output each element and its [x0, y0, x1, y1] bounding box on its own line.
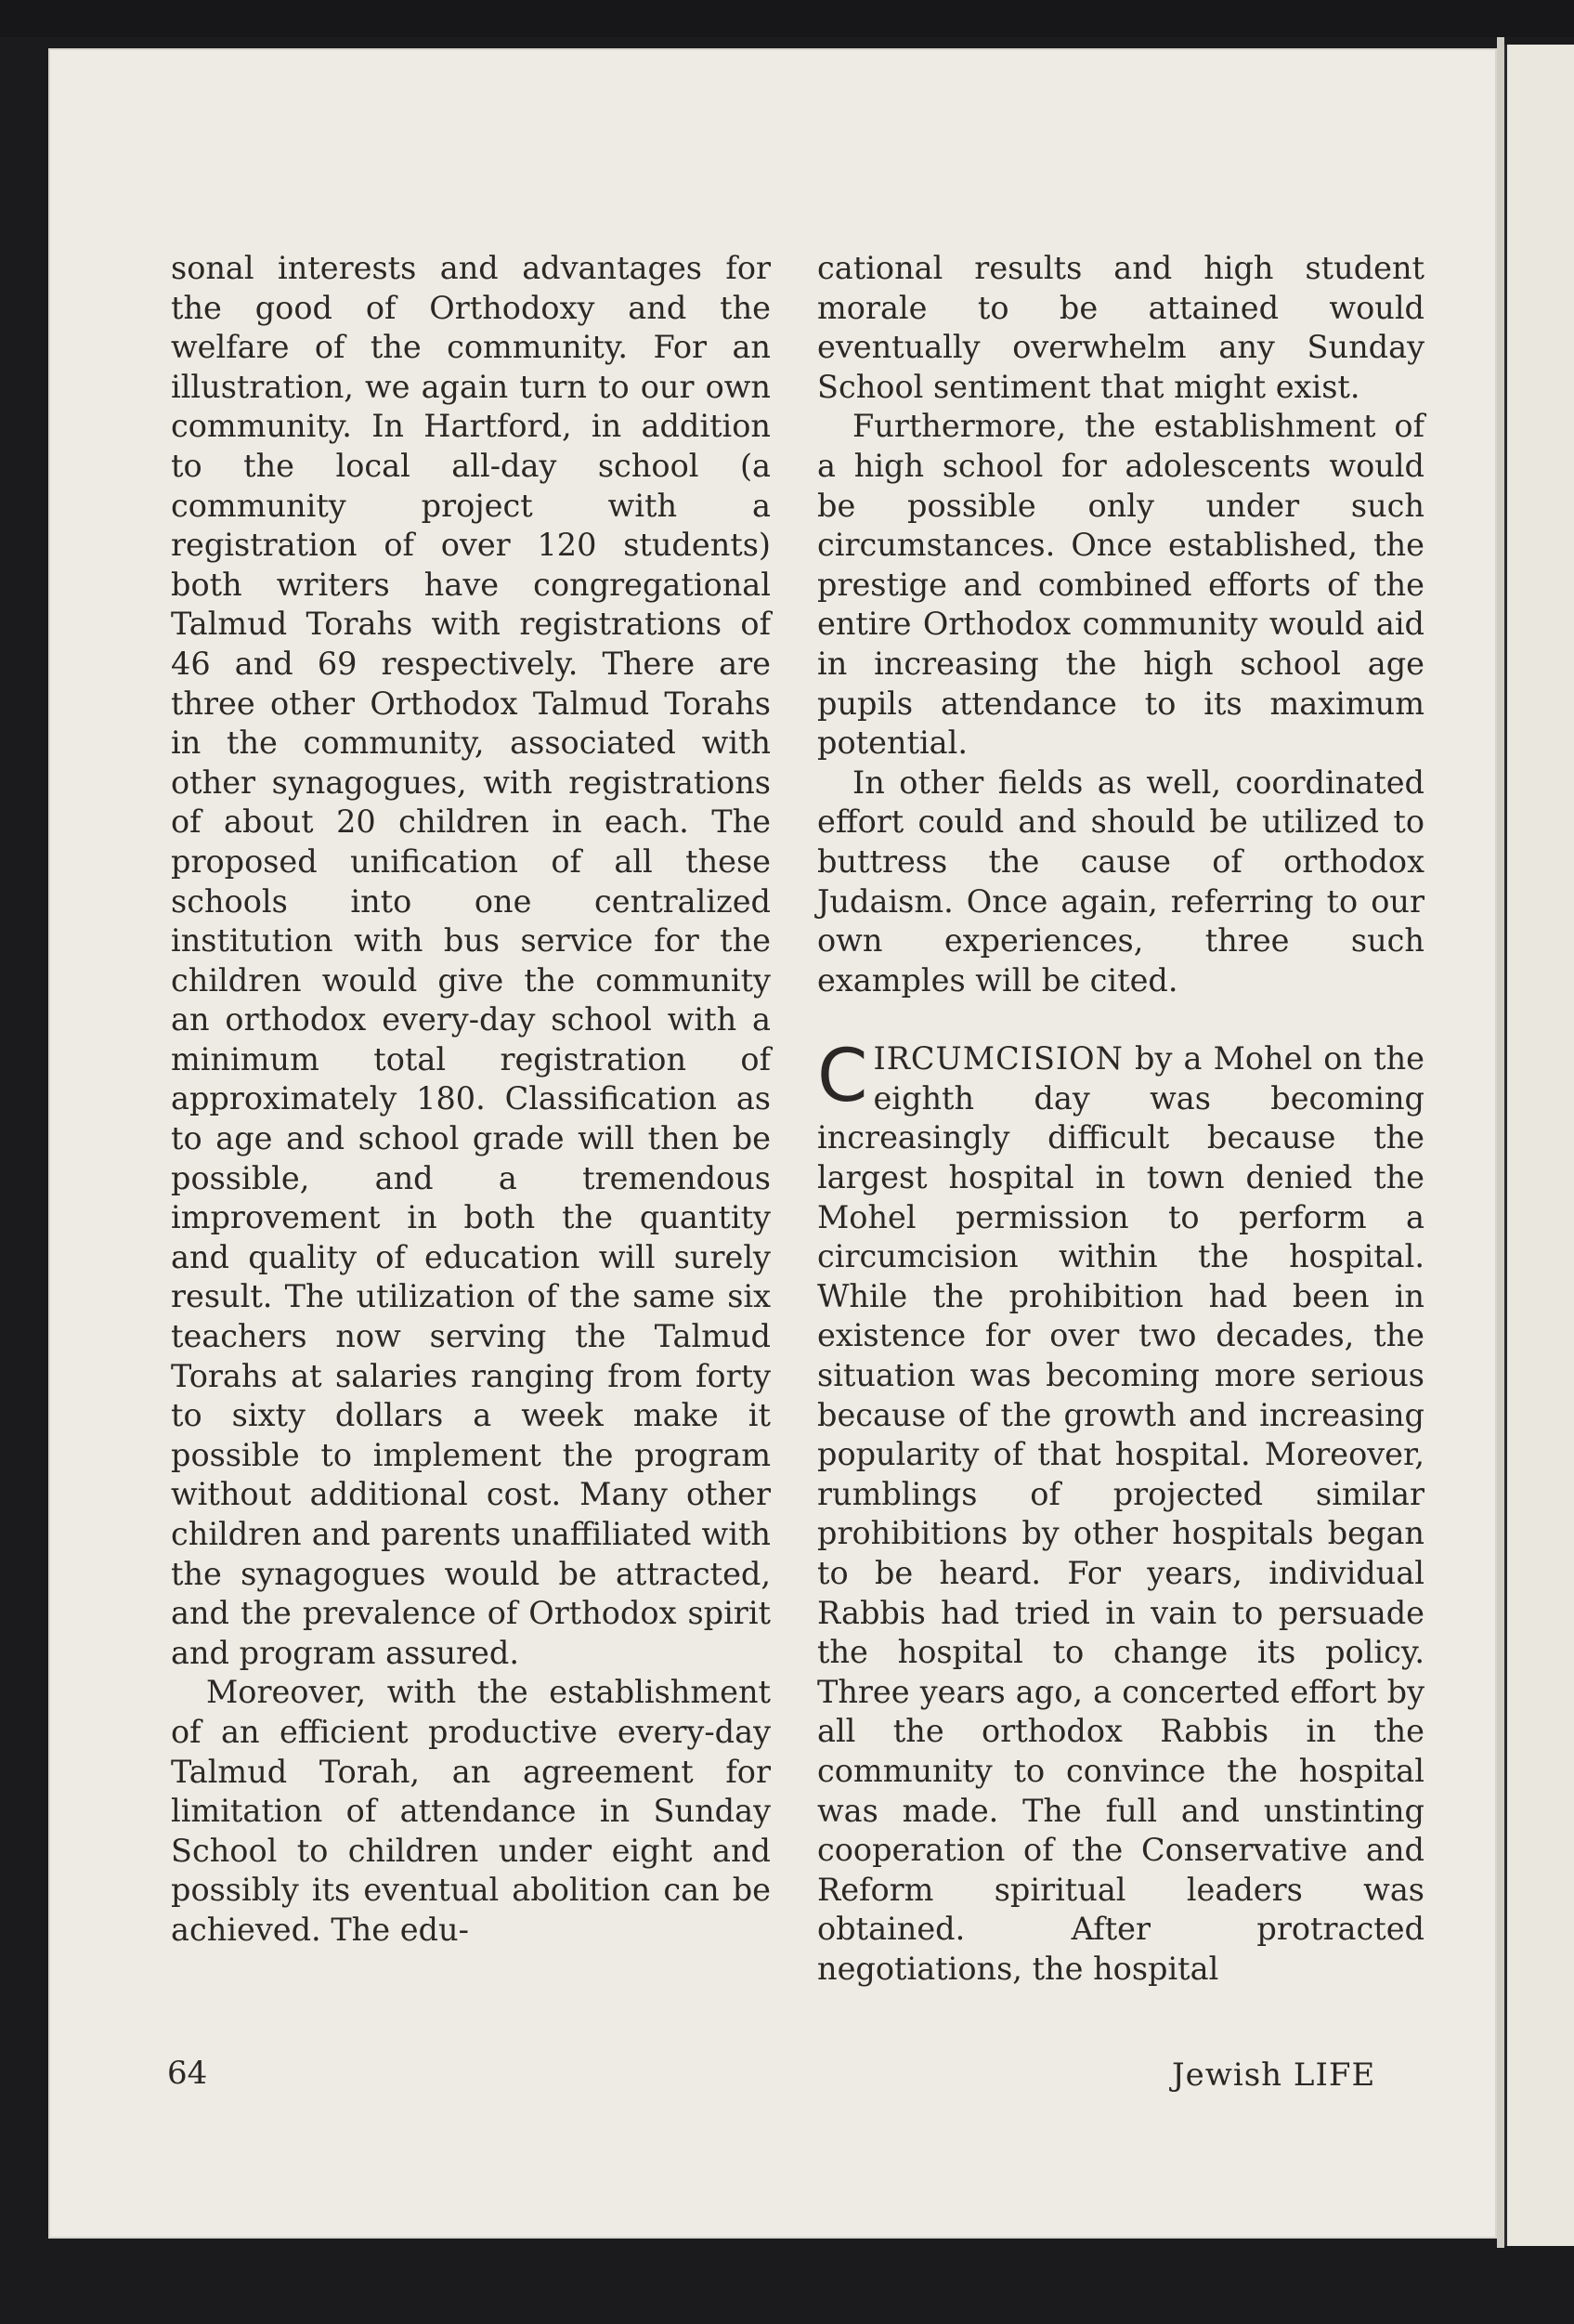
section-lead-caps: IRCUMCISION: [873, 1040, 1124, 1077]
drop-cap: C: [817, 1035, 868, 1119]
right-paragraph-3: In other fields as well, coordinated effort could and should be utilized to buttress the cause of orthodox Judaism. Once again, referring to our own experiences, three such examples will be cited.: [817, 764, 1424, 999]
section-body: by a Mohel on the eighth day was becoming increasingly difficult because the largest hospital in town denied the Mohel permission to perform a circumcision within the hospital. While the prohibition had been in existence for over two decades, the situation was becoming more serious because of the growth and increasing popularity of that hospital. Moreover, rumblings of projected similar prohibitions by other hospitals began to be heard. For years, individual Rabbis had tried in vain to persuade the hospital to change its policy. Three years ago, a concerted effort by all the orthodox Rabbis in the community to convince the hospital was made. The full and unstinting cooperation of the Conservative and Reform spiritual leaders was obtained. After protracted negotiations, the hospital: [817, 1040, 1424, 1987]
right-paragraph-2: Furthermore, the establishment of a high school for adolescents would be possible only under such circumstances. Once established, the prestige and combined efforts of the entire Orthodox community would aid in increasing the high school age pupils attendance to its maximum potential.: [817, 408, 1424, 762]
right-paragraph-1: cational results and high student morale to be attained would eventually overwhelm any Sunday School sentiment that might exist.: [817, 250, 1424, 405]
scan-background: [0, 0, 1574, 37]
circumcision-section: [817, 1035, 1424, 1989]
page-number: 64: [167, 2055, 208, 2092]
page-edge: [1497, 37, 1504, 2248]
publication-name: Jewish LIFE: [1172, 2056, 1376, 2094]
adjacent-page-strip: [1504, 45, 1574, 2246]
right-column: [817, 249, 1424, 1990]
left-column: [171, 249, 771, 1951]
left-paragraph-1: sonal interests and advantages for the good of Orthodoxy and the welfare of the community. For an illustration, we again turn to our own community. In Hartford, in addition to the local all-day school (a community project with a registration of over 120 students) both writers have congregational Talmud Torahs with registrations of 46 and 69 respectively. There are three other Orthodox Talmud Torahs in the community, associated with other synagogues, with registrations of about 20 children in each. The proposed unification of all these schools into one centralized institution with bus service for the children would give the community an orthodox every-day school with a minimum total registration of approximately 180. Classification as to age and school grade will then be possible, and a tremendous improvement in both the quantity and quality of education will surely result. The utilization of the same six teachers now serving the Talmud Torahs at salaries ranging from forty to sixty dollars a week make it possible to implement the program without additional cost. Many other children and parents unaffiliated with the synagogues would be attracted, and the prevalence of Orthodox spirit and program assured.: [171, 250, 771, 1671]
left-paragraph-2: Moreover, with the establishment of an efficient productive every-day Talmud Torah, an agreement for limitation of attendance in Sunday School to children under eight and possibly its eventual abolition can be achieved. The edu-: [171, 1674, 771, 1948]
